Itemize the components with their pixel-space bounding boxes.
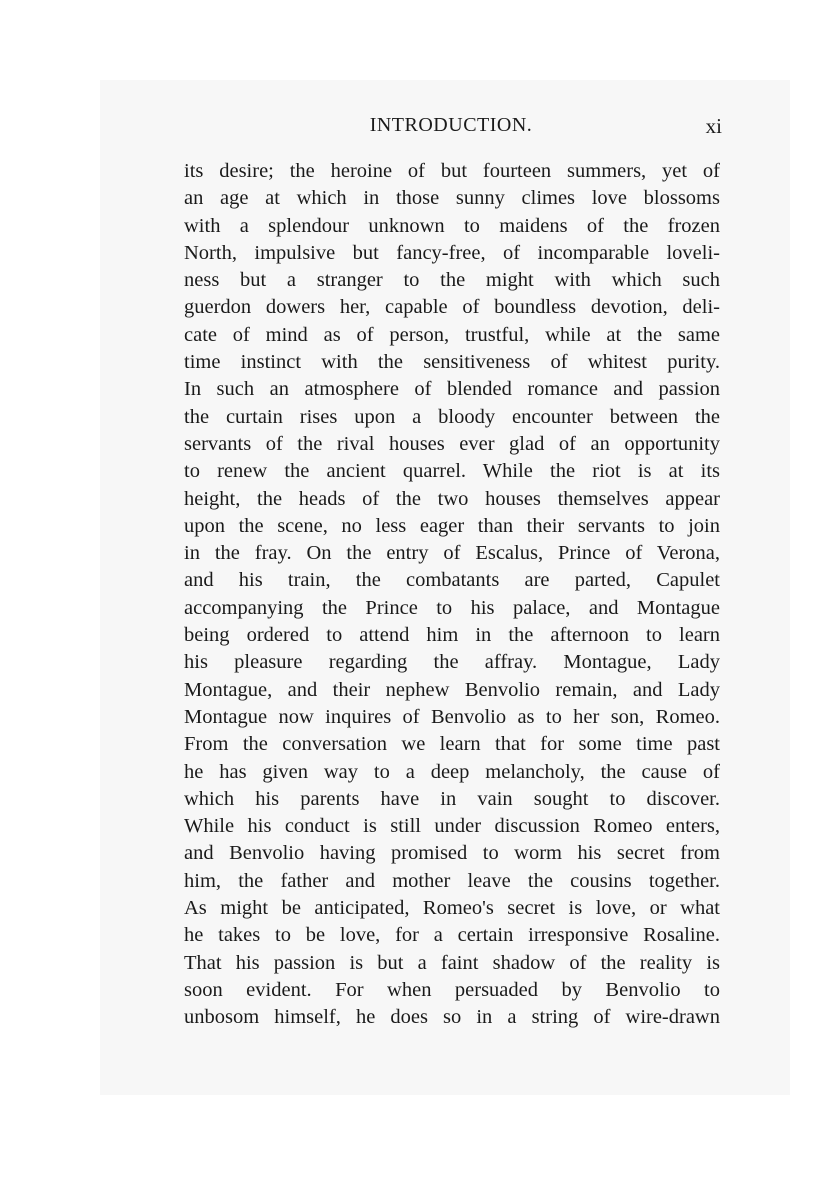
- text-line: he takes to be love, for a certain irresponsive Rosaline.: [184, 924, 720, 947]
- text-line: North, impulsive but fancy-free, of incomparable loveli-: [184, 241, 720, 264]
- text-line: an age at which in those sunny climes love blossoms: [184, 187, 720, 210]
- text-line: with a splendour unknown to maidens of the frozen: [184, 214, 720, 237]
- text-line: soon evident. For when persuaded by Benvolio to: [184, 978, 720, 1001]
- text-line: servants of the rival houses ever glad of an opportunity: [184, 432, 720, 455]
- text-line: accompanying the Prince to his palace, and Montague: [184, 596, 720, 619]
- text-line: to renew the ancient quarrel. While the riot is at its: [184, 460, 720, 483]
- text-line: That his passion is but a faint shadow of the reality is: [184, 951, 720, 974]
- text-line: upon the scene, no less eager than their servants to join: [184, 514, 720, 537]
- text-line: its desire; the heroine of but fourteen summers, yet of: [184, 160, 720, 182]
- text-line: While his conduct is still under discussion Romeo enters,: [184, 815, 720, 838]
- text-line: and Benvolio having promised to worm his secret from: [184, 842, 720, 865]
- text-line: in the fray. On the entry of Escalus, Prince of Verona,: [184, 542, 720, 565]
- text-line: ness but a stranger to the might with which such: [184, 269, 720, 292]
- text-line: unbosom himself, he does so in a string of wire-drawn: [184, 1006, 720, 1029]
- text-line: being ordered to attend him in the afternoon to learn: [184, 624, 720, 647]
- running-head: INTRODUCTION.: [369, 114, 533, 136]
- text-line: cate of mind as of person, trustful, while at the same: [184, 323, 720, 346]
- page-header: [180, 112, 722, 142]
- text-line: In such an atmosphere of blended romance and passion: [184, 378, 720, 401]
- text-line: he has given way to a deep melancholy, the cause of: [184, 760, 720, 783]
- text-line: and his train, the combatants are parted, Capulet: [184, 569, 720, 592]
- text-line: Montague, and their nephew Benvolio remain, and Lady: [184, 678, 720, 701]
- body-text: [184, 158, 720, 1032]
- text-line: which his parents have in vain sought to discover.: [184, 787, 720, 810]
- text-line: guerdon dowers her, capable of boundless devotion, deli-: [184, 296, 720, 319]
- text-line: time instinct with the sensitiveness of whitest purity.: [184, 351, 720, 374]
- text-line: From the conversation we learn that for some time past: [184, 733, 720, 756]
- text-line: his pleasure regarding the affray. Montague, Lady: [184, 651, 720, 674]
- text-line: the curtain rises upon a bloody encounter between the: [184, 405, 720, 428]
- text-line: him, the father and mother leave the cousins together.: [184, 869, 720, 892]
- text-line: Montague now inquires of Benvolio as to her son, Romeo.: [184, 705, 720, 728]
- page-number: xi: [705, 114, 722, 138]
- text-line: height, the heads of the two houses themselves appear: [184, 487, 720, 510]
- text-line: As might be anticipated, Romeo's secret is love, or what: [184, 897, 720, 920]
